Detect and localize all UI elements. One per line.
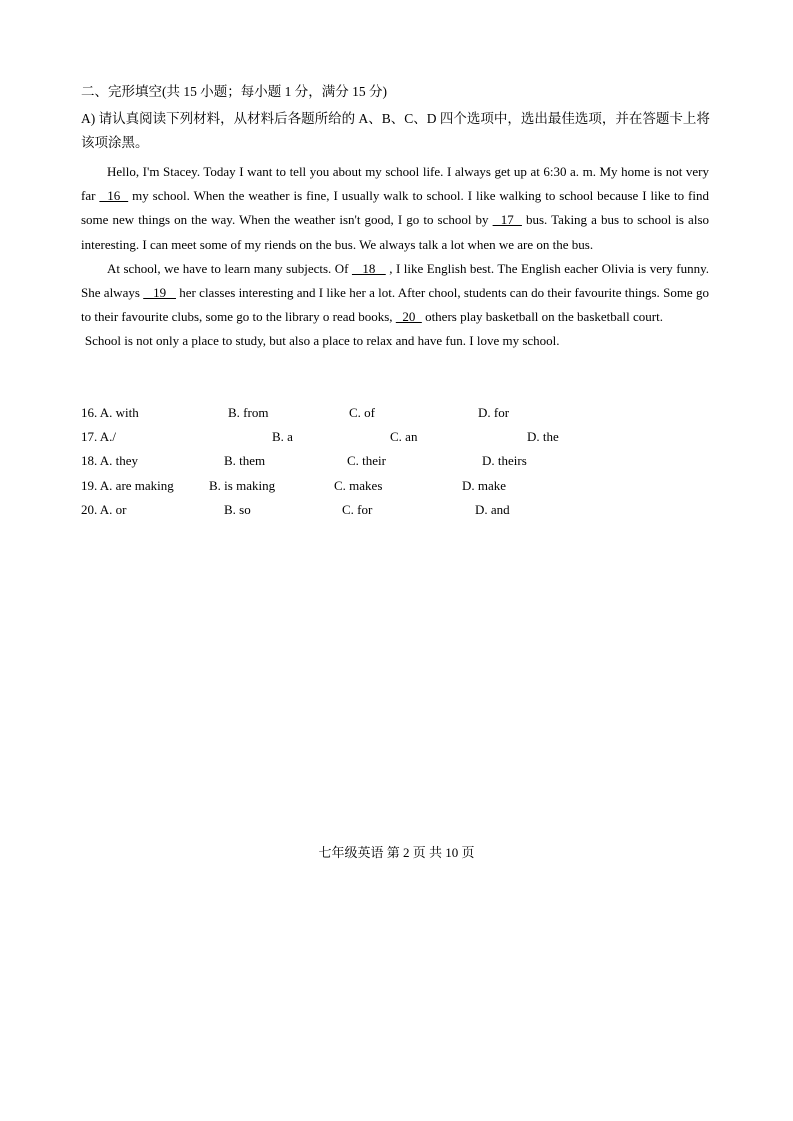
- option-d: D. theirs: [482, 453, 527, 469]
- passage-text: others play basketball on the basketball court.: [421, 309, 663, 325]
- passage-text: At school, we have to learn many subjects. Of: [107, 260, 352, 276]
- blank-20: 20: [395, 309, 422, 325]
- option-d: D. for: [478, 405, 510, 420]
- reading-passage: [81, 160, 709, 354]
- passage-paragraph-2: [81, 257, 709, 330]
- page-footer: 七年级英语 第 2 页 共 10 页: [318, 845, 475, 860]
- option-c: C. their: [347, 453, 386, 469]
- passage-text: my school. When the weather is fine, I usually walk to school. I like walking to school because I like to find some new things on the way. When the weather isn't good, I go to school by: [81, 188, 709, 228]
- blank-19: 19: [143, 285, 176, 301]
- option-a: 20. A. or: [81, 501, 127, 517]
- option-a: 19. A. are making: [81, 477, 174, 493]
- passage-text: , I like English best. The English eacher Olivia is very funny. She always: [81, 260, 709, 301]
- blank-16: 16: [99, 188, 129, 204]
- section-title: 二、完形填空(共 15 小题；每小题 1 分，满分 15 分): [81, 84, 387, 99]
- passage-text: her classes interesting and I like her a lot. After chool, students can do their favourite things. Some go to their favourite clubs, some go to the library o read books,: [81, 285, 709, 325]
- option-a: 16. A. with: [81, 405, 139, 420]
- option-d: D. make: [462, 477, 507, 493]
- passage-paragraph-1: [81, 160, 709, 257]
- option-b: B. is making: [209, 477, 276, 493]
- question-16-options: [81, 401, 701, 425]
- option-b: B. a: [272, 429, 293, 445]
- option-d: D. the: [527, 429, 559, 445]
- question-20-options: [81, 498, 701, 522]
- question-19-options: [81, 474, 701, 498]
- option-b: B. them: [224, 453, 266, 469]
- question-18-options: [81, 449, 701, 473]
- option-c: C. for: [342, 501, 373, 517]
- passage-text: bus. Taking a bus to school is also interesting. I can meet some of my riends on the bus. We always talk a lot when we are on the bus.: [81, 212, 710, 252]
- passage-text: Hello, I'm Stacey. Today I want to tell you about my school life. I always get up at 6:30 a. m. My home is not very far: [81, 164, 709, 204]
- option-d: D. and: [475, 501, 510, 517]
- option-a: 17. A./: [81, 429, 117, 445]
- option-c: C. of: [349, 405, 375, 420]
- blank-17: 17: [492, 212, 522, 228]
- question-17-options: [81, 425, 701, 449]
- answer-options: [81, 401, 701, 522]
- option-a: 18. A. they: [81, 453, 139, 469]
- option-c: C. makes: [334, 477, 383, 493]
- option-b: B. so: [224, 501, 251, 517]
- blank-18: 18: [351, 260, 386, 276]
- option-b: B. from: [228, 405, 269, 420]
- passage-closing: School is not only a place to study, but also a place to relax and have fun. I love my school.: [84, 333, 560, 349]
- instruction-text: A) 请认真阅读下列材料，从材料后各题所给的 A、B、C、D 四个选项中，选出最佳选项，并在答题卡上将该项涂黑。: [81, 111, 710, 150]
- option-c: C. an: [390, 429, 418, 445]
